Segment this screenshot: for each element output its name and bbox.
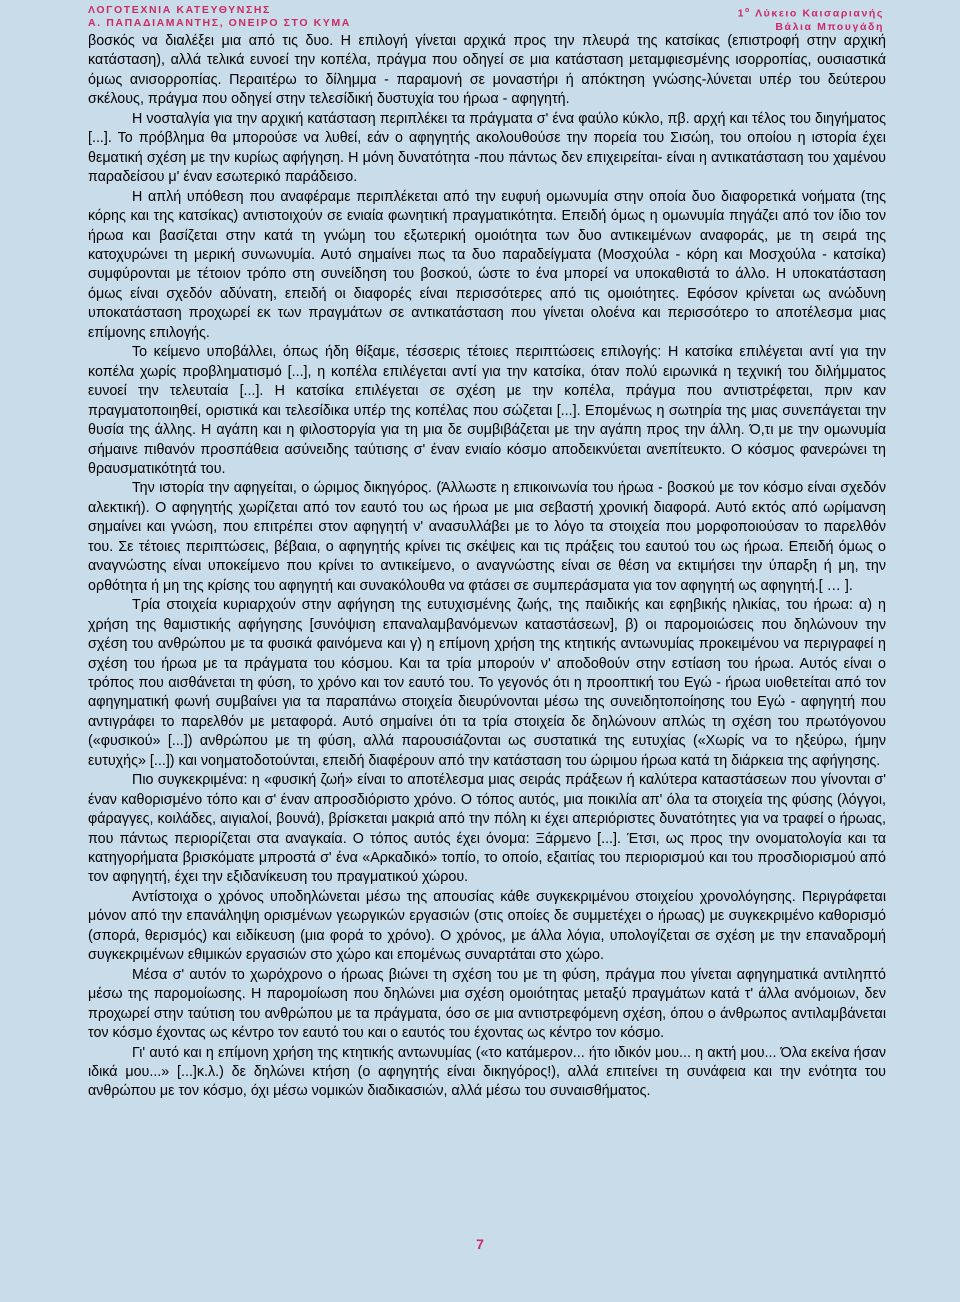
header-right — [738, 4, 884, 34]
paragraph: Γι' αυτό και η επίμονη χρήση της κτητικής αντωνυμίας («το κατάμερον... ήτο ιδικόν μου... η ακτή μου... Όλα εκείνα ήσαν ιδικά μου...» [...]κ.λ.) δε δηλώνει κτήση (ο αφηγητής είναι δικηγόρος!), αλλά επιτείνει τη συνάφεια και την ενότητα του ανθρώπου με τον κόσμο, όχι μέσω νομικών διαδικασιών, αλλά μέσω του συναισθήματος. — [88, 1044, 886, 1100]
paragraph: Το κείμενο υποβάλλει, όπως ήδη θίξαμε, τέσσερις τέτοιες περιπτώσεις επιλογής: Η κατσίκα επιλέγεται αντί για την κοπέλα χωρίς προβληματισμό [...], η κοπέλα επιλέγεται αντί για την κατσίκα, όταν πολύ ειρωνικά η τεχνική του διλήμματος ευνοεί την τελευταία [...]. Η κατσίκα επιλέγεται σε σχέση με την κοπέλα, πράγμα που αντιστρέφεται, πριν καν πραγματοποιηθεί, οριστικά και τελεσίδικα υπέρ της κοπέλας που σώζεται [...]. Επομένως η σωτηρία της μιας συνεπάγεται την θυσία της άλλης. Η αγάπη και η φιλοστοργία για τη μια δε συμβιβάζεται με την αγάπη προς την άλλη. Ό,τι με την ομωνυμία σήμαινε πιθανόν προσπάθεια ασύνειδης ταύτισης σ' έναν ενιαίο κόσμο αποδεικνύεται ανεπίτευκτο. Ο κόσμος φανερώνει τη θραυσματικότητά του. — [88, 344, 886, 477]
paragraph: Την ιστορία την αφηγείται, ο ώριμος δικηγόρος. (Άλλωστε η επικοινωνία του ήρωα - βοσκού με τον κόσμο είναι σχεδόν αλεκτική). Ο αφηγητής χωρίζεται από τον εαυτό του ως ήρωα με μια σεβαστή χρονική διαφορά. Αυτό εκτός από ωρίμανση σημαίνει και γνώση, που επιτρέπει στον αφηγητή ν' ανασυλλάβει με το λόγο τα στοιχεία που μορφοποιούσαν το παρελθόν του. Σε τέτοιες περιπτώσεις, βέβαια, ο αφηγητής κρίνει τις σκέψεις και τις πράξεις του εαυτού του ως ήρωα. Επειδή όμως ο αναγνώστης είναι υποκείμενο που κρίνει το αντικείμενο, ο αναγνώστης είναι σε θέση να εκτιμήσει την ύπαρξη ή μη, την ορθότητα ή μη της κρίσης του αφηγητή και συνακόλουθα να φτάσει σε συμπεράσματα για τον αφηγητή ως αφηγητή.[ … ]. — [88, 480, 886, 594]
page-number: 7 — [476, 1236, 484, 1252]
paragraph: βοσκός να διαλέξει μια από τις δυο. Η επιλογή γίνεται αρχικά προς την πλευρά της κατσίκας (επιστροφή στην αρχική κατάσταση), αλλά τελικά ευνοεί την κοπέλα, πράγμα που οδηγεί σε μια κατάσταση μεταμφιεσμένης ισορροπίας, ουσιαστικά όμως ανισορροπίας. Περαιτέρω το δίλημμα - παραμονή σε μοναστήρι ή απόκτηση γνώσης-λύνεται υπέρ του δεύτερου σκέλους, πράγμα που οδηγεί στην τελεσίδική δυστυχία του ήρωα - αφηγητή. — [88, 33, 886, 108]
paragraph: Η νοσταλγία για την αρχική κατάσταση περιπλέκει τα πράγματα σ' ένα φαύλο κύκλο, πβ. αρχή και τέλος του διηγήματος [...]. Το πρόβλημα θα μπορούσε να λυθεί, εάν ο αφηγητής ακολουθούσε την πορεία του Σισώη, του οποίου η ιστορία έχει θεματική σχέση με την κυρίως αφήγηση. Η μόνη δυνατότητα -που πάντως δεν επιχειρείται- είναι η αντικατάσταση του χαμένου παραδείσου μ' έναν εσωτερικό παράδεισο. — [88, 110, 886, 186]
header-left — [88, 4, 351, 34]
author-name: Βάλια Μπουγάδη — [775, 20, 884, 33]
paragraph: Μέσα σ' αυτόν το χωρόχρονο ο ήρωας βιώνει τη σχέση του με τη φύση, πράγμα που γίνεται αφηγηματικά αντιληπτό μέσω της παρομοίωσης. Η παρομοίωση που δηλώνει μια σχέση ομοιότητας μεταξύ πραγμάτων κατά τ' άλλα ανόμοιων, δεν προχωρεί στην ταύτιση του ανθρώπου με τα πράγματα, όσο σε μια αντιστρεφόμενη σχέση, όπου ο άνθρωπος αντιλαμβάνεται τον κόσμο έχοντας ως κέντρο τον εαυτό του και ο εαυτός του έχοντας ως κέντρο τον κόσμο. — [88, 966, 886, 1042]
course-title: ΛΟΓΟΤΕΧΝΙΑ ΚΑΤΕΥΘΥΝΣΗΣ — [88, 4, 271, 16]
paragraph: Πιο συγκεκριμένα: η «φυσική ζωή» είναι το αποτέλεσμα μιας σειράς πράξεων ή καλύτερα καταστάσεων που γίνονται σ' έναν καθορισμένο τόπο και σ' έναν απροσδιόριστο χρόνο. Ο τόπος αυτός, μια ποικιλία απ' όλα τα στοιχεία της φύσης (λόγγοι, φάραγγες, κοιλάδες, αιγιαλοί, βουνά), βρίσκεται μακριά από την πόλη κι έχει απεριόριστες δυνατότητες για να τραφεί ο ήρωας, που πάντως περιορίζεται στα αναγκαία. Ο τόπος αυτός έχει όνομα: Ξάρμενο [...]. Έτσι, ως προς την ονοματολογία και τα κατηγορήματα βρισκόματε μπροστά σ' ένα «Αρκαδικό» τοπίο, το οποίο, εξαιτίας του περιορισμού και του προσδιορισμού από τον αφηγητή, έχει την εξιδανίκευση του πραγματικού χώρου. — [88, 772, 886, 886]
work-title: Α. ΠΑΠΑΔΙΑΜΑΝΤΗΣ, ΟΝΕΙΡΟ ΣΤΟ ΚΥΜΑ — [88, 17, 351, 29]
page-header — [88, 4, 884, 34]
paragraph: Αντίστοιχα ο χρόνος υποδηλώνεται μέσω της απουσίας κάθε συγκεκριμένου στοιχείου χρονολόγησης. Περιγράφεται μόνον από την επανάληψη ορισμένων γεωργικών εργασιών (στις οποίες δε συμμετέχει ο ήρωας) με συγκεκριμένο καθορισμό (σπορά, θερισμός) και ειδίκευση (μια φορά το χρόνο). Ο χρόνος, με άλλα λόγια, υπολογίζεται σε σχέση με την επαναδρομή συγκεκριμένων εθιμικών εργασιών στο χώρο και επομένως συναρτάται στο χώρο. — [88, 888, 886, 964]
paragraph: Τρία στοιχεία κυριαρχούν στην αφήγηση της ευτυχισμένης ζωής, της παιδικής και εφηβικής ηλικίας, του ήρωα: α) η χρήση της θαμιστικής αφήγησης [συνόψιση επαναλαμβανόμενων καταστάσεων], β) οι παρομοιώσεις που δηλώνουν την σχέση του ανθρώπου με τα φυσικά φαινόμενα και γ) η επίμονη χρήση της κτητικής αντωνυμίας προκειμένου να περιγραφεί η σχέση του ήρωα με τα πράγματα του κόσμου. Και τα τρία μπορούν ν' αποδοθούν στην εστίαση του ήρωα. Αυτός είναι ο τρόπος που αισθάνεται τη φύση, το χρόνο και τον εαυτό του. Το γεγονός ότι η προοπτική του Εγώ - ήρωα υιοθετείται από τον αφηγηματική φωνή συμβαίνει για τα παραπάνω στοιχεία διευρύνονται μέσω της συνειδητοποίησης του Εγώ - αφηγητή που αντιγράφει το παρελθόν με μεταφορά. Αυτό σημαίνει ότι τα τρία στοιχεία δε δηλώνουν απλώς τη σχέση του πρωτόγονου («φυσικού» [...]) ανθρώπου με τη φύση, αλλά παρουσιάζονται ως συστατικά της ευτυχίας («Χωρίς να το ηξεύρω, ήμην ευτυχής» [...]) και νοηματοδοτούνται, επειδή διαφέρουν από την κατάσταση του ώριμου ήρωα κατά τη διάρκεια της αφήγησης. — [88, 597, 886, 769]
school-name: $1^o$ Λύκειο Καισαριανής — [737, 7, 884, 20]
paragraph: Η απλή υπόθεση που αναφέραμε περιπλέκεται από την ευφυή ομωνυμία στην οποία δυο διαφορετικά νοήματα (της κόρης και της κατσίκας) αντιστοιχούν σε ενιαία φωνητική πραγματικότητα. Επειδή όμως η ομωνυμία πηγάζει από τον ίδιο τον ήρωα και βασίζεται στην κατά τη γνώμη του εξωτερική ομοιότητα των δυο αντικειμένων αναφοράς, με τη σειρά της κατοχυρώνει τη μερική συνωνυμία. Αυτό σημαίνει πως τα δυο παραδείγματα (Μοσχούλα - κόρη και Μοσχούλα - κατσίκα) συμφύρονται με τέτοιον τρόπο στη συνείδηση του βοσκού, ώστε το ένα μπορεί να υποκαθιστά το άλλο. Η υποκατάσταση όμως είναι σχεδόν αδύνατη, επειδή οι διαφορές είναι περισσότερες από τις ομοιότητες. Εφόσον κρίνεται ως ανώδυνη υποκατάσταση προχωρεί εκ των πραγμάτων σε αντικατάσταση που γίνεται ολοένα και περισσότερο το αποτέλεσμα μιας επίμονης επιλογής. — [88, 188, 886, 341]
document-body — [88, 32, 886, 1102]
